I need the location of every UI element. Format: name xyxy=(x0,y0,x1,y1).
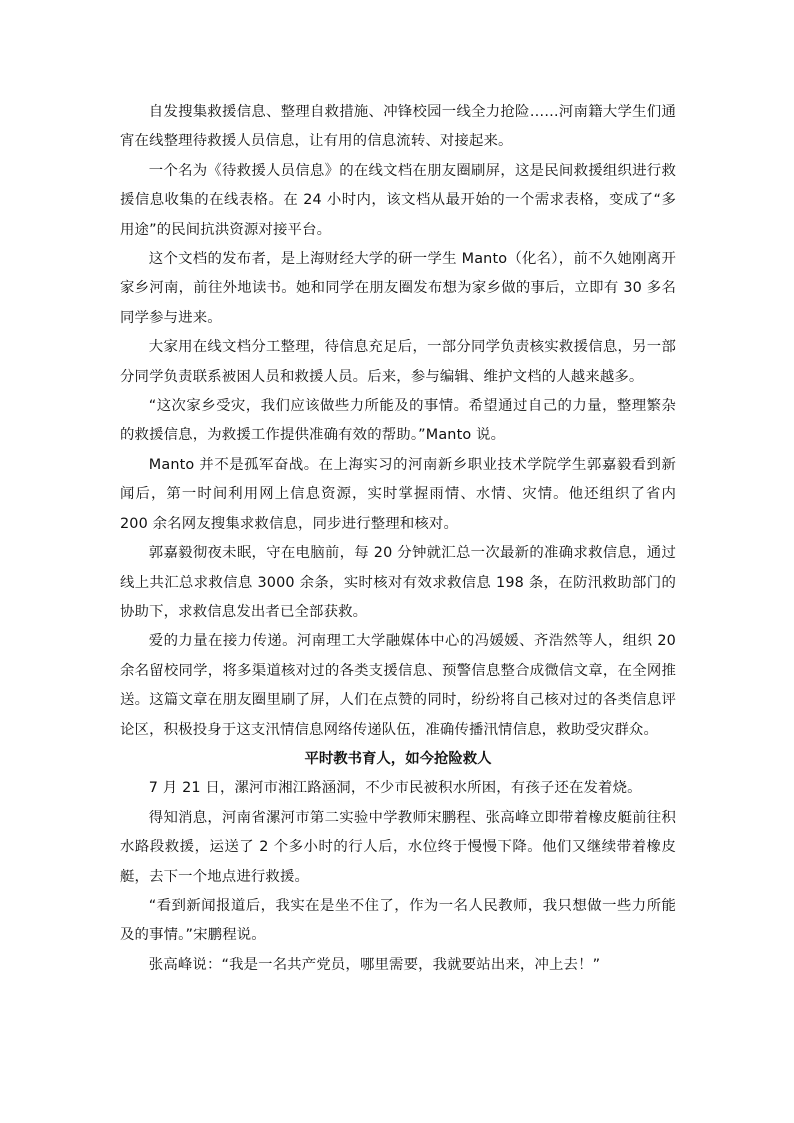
paragraph: 爱的力量在接力传递。河南理工大学融媒体中心的冯媛媛、齐浩然等人，组织 20 余名留校同学，将多渠道核对过的各类支援信息、预警信息整合成微信文章，在全网推送。这篇文章在朋友圈里刷了屏，人们在点赞的同时，纷纷将自己核对过的各类信息评论区，积极投身于这支汛情信息网络传递队伍，准确传播汛情信息，救助受灾群众。 xyxy=(120,633,676,738)
document-page xyxy=(120,98,676,980)
section-heading: 平时教书育人，如今抢险救人 xyxy=(304,750,492,767)
paragraph: 这个文档的发布者，是上海财经大学的研一学生 Manto（化名），前不久她刚离开家乡河南，前往外地读书。她和同学在朋友圈发布想为家乡做的事后，立即有 30 多名同学参与进来。 xyxy=(120,251,676,326)
paragraph: 郭嘉毅彻夜未眠，守在电脑前，每 20 分钟就汇总一次最新的准确求救信息，通过线上共汇总求救信息 3000 余条，实时核对有效求救信息 198 条，在防汛救助部门的协助下，求救信息发出者已全部获救。 xyxy=(120,545,676,620)
paragraph: 自发搜集救援信息、整理自救措施、冲锋校园一线全力抢险……河南籍大学生们通宵在线整理待救援人员信息，让有用的信息流转、对接起来。 xyxy=(120,104,676,150)
paragraph: “看到新闻报道后，我实在是坐不住了，作为一名人民教师，我只想做一些力所能及的事情。”宋鹏程说。 xyxy=(120,897,676,944)
paragraph: “这次家乡受灾，我们应该做些力所能及的事情。希望通过自己的力量，整理繁杂的救援信息，为救援工作提供准确有效的帮助。”Manto 说。 xyxy=(120,398,676,444)
paragraph: 7 月 21 日，漯河市湘江路涵洞，不少市民被积水所困，有孩子还在发着烧。 xyxy=(148,780,642,797)
paragraph: 得知消息，河南省漯河市第二实验中学教师宋鹏程、张高峰立即带着橡皮艇前往积水路段救援，运送了 2 个多小时的行人后，水位终于慢慢下降。他们又继续带着橡皮艇，去下一个地点进行救援。 xyxy=(120,809,676,885)
paragraph: 大家用在线文档分工整理，待信息充足后，一部分同学负责核实救援信息，另一部分同学负责联系被困人员和救援人员。后来，参与编辑、维护文档的人越来越多。 xyxy=(120,339,676,385)
paragraph: Manto 并不是孤军奋战。在上海实习的河南新乡职业技术学院学生郭嘉毅看到新闻后，第一时间利用网上信息资源，实时掌握雨情、水情、灾情。他还组织了省内 200 余名网友搜集求救信息，同步进行整理和核对。 xyxy=(120,456,676,532)
paragraph: 张高峰说：“我是一名共产党员，哪里需要，我就要站出来，冲上去！” xyxy=(148,956,601,973)
paragraph: 一个名为《待救援人员信息》的在线文档在朋友圈刷屏，这是民间救援组织进行救援信息收集的在线表格。在 24 小时内，该文档从最开始的一个需求表格，变成了“多用途”的民间抗洪资源对接平台。 xyxy=(120,162,676,238)
